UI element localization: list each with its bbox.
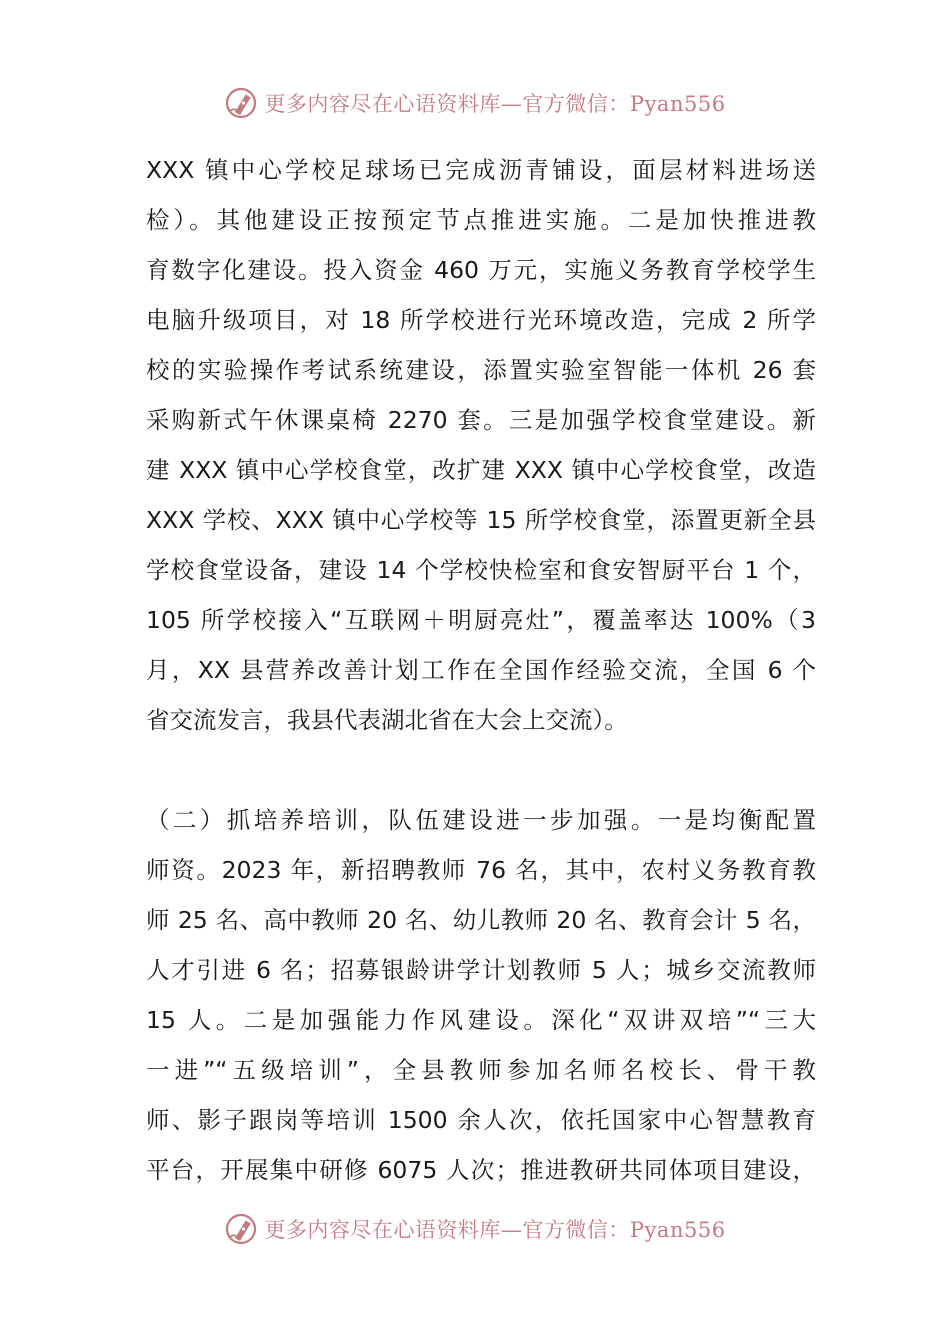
text-line: 检）。其他建设正按预定节点推进实施。二是加快推进教 [146,206,816,234]
paragraph-construction [146,145,816,745]
text-line: 电脑升级项目，对 18 所学校进行光环境改造，完成 2 所学 [146,306,816,334]
paragraph-spacer [146,745,816,795]
text-line: 师、影子跟岗等培训 1500 余人次，依托国家中心智慧教育 [146,1106,816,1134]
text-line: 建 XXX 镇中心学校食堂，改扩建 XXX 镇中心学校食堂，改造 [146,456,816,484]
pen-nib-circle-icon [224,1211,260,1247]
body-text [146,145,816,1195]
text-line: 一进”“五级培训”，全县教师参加名师名校长、骨干教 [146,1056,816,1084]
watermark-text: 更多内容尽在心语资料库—官方微信：Pyan556 [264,1218,726,1242]
text-line: 采购新式午休课桌椅 2270 套。三是加强学校食堂建设。新 [146,406,816,434]
text-line: 人才引进 6 名；招募银龄讲学计划教师 5 人；城乡交流教师 [146,956,816,984]
text-line: 师资。2023 年，新招聘教师 76 名，其中，农村义务教育教 [146,856,816,884]
text-line: 师 25 名、高中教师 20 名、幼儿教师 20 名、教育会计 5 名， [146,906,816,934]
paragraph-teacher-training [146,795,816,1195]
text-line: （二）抓培养培训，队伍建设进一步加强。一是均衡配置 [146,806,816,834]
text-line: 月，XX 县营养改善计划工作在全国作经验交流，全国 6 个 [146,656,816,684]
text-line: 育数字化建设。投入资金 460 万元，实施义务教育学校学生 [146,256,816,284]
watermark-text: 更多内容尽在心语资料库—官方微信：Pyan556 [264,92,726,116]
text-line: XXX 学校、XXX 镇中心学校等 15 所学校食堂，添置更新全县 [146,506,816,534]
text-line: 105 所学校接入“互联网＋明厨亮灶”，覆盖率达 100%（3 [146,606,816,634]
text-line: 省交流发言，我县代表湖北省在大会上交流）。 [146,706,628,734]
text-line: 平台，开展集中研修 6075 人次；推进教研共同体项目建设， [146,1156,816,1184]
footer-watermark-banner [0,1207,950,1251]
pen-nib-circle-icon [224,85,260,121]
text-line: 学校食堂设备，建设 14 个学校快检室和食安智厨平台 1 个， [146,556,816,584]
text-line: XXX 镇中心学校足球场已完成沥青铺设，面层材料进场送 [146,156,816,184]
header-watermark-banner [0,81,950,125]
text-line: 校的实验操作考试系统建设，添置实验室智能一体机 26 套 [146,356,816,384]
text-line: 15 人。二是加强能力作风建设。深化“双讲双培”“三大 [146,1006,816,1034]
